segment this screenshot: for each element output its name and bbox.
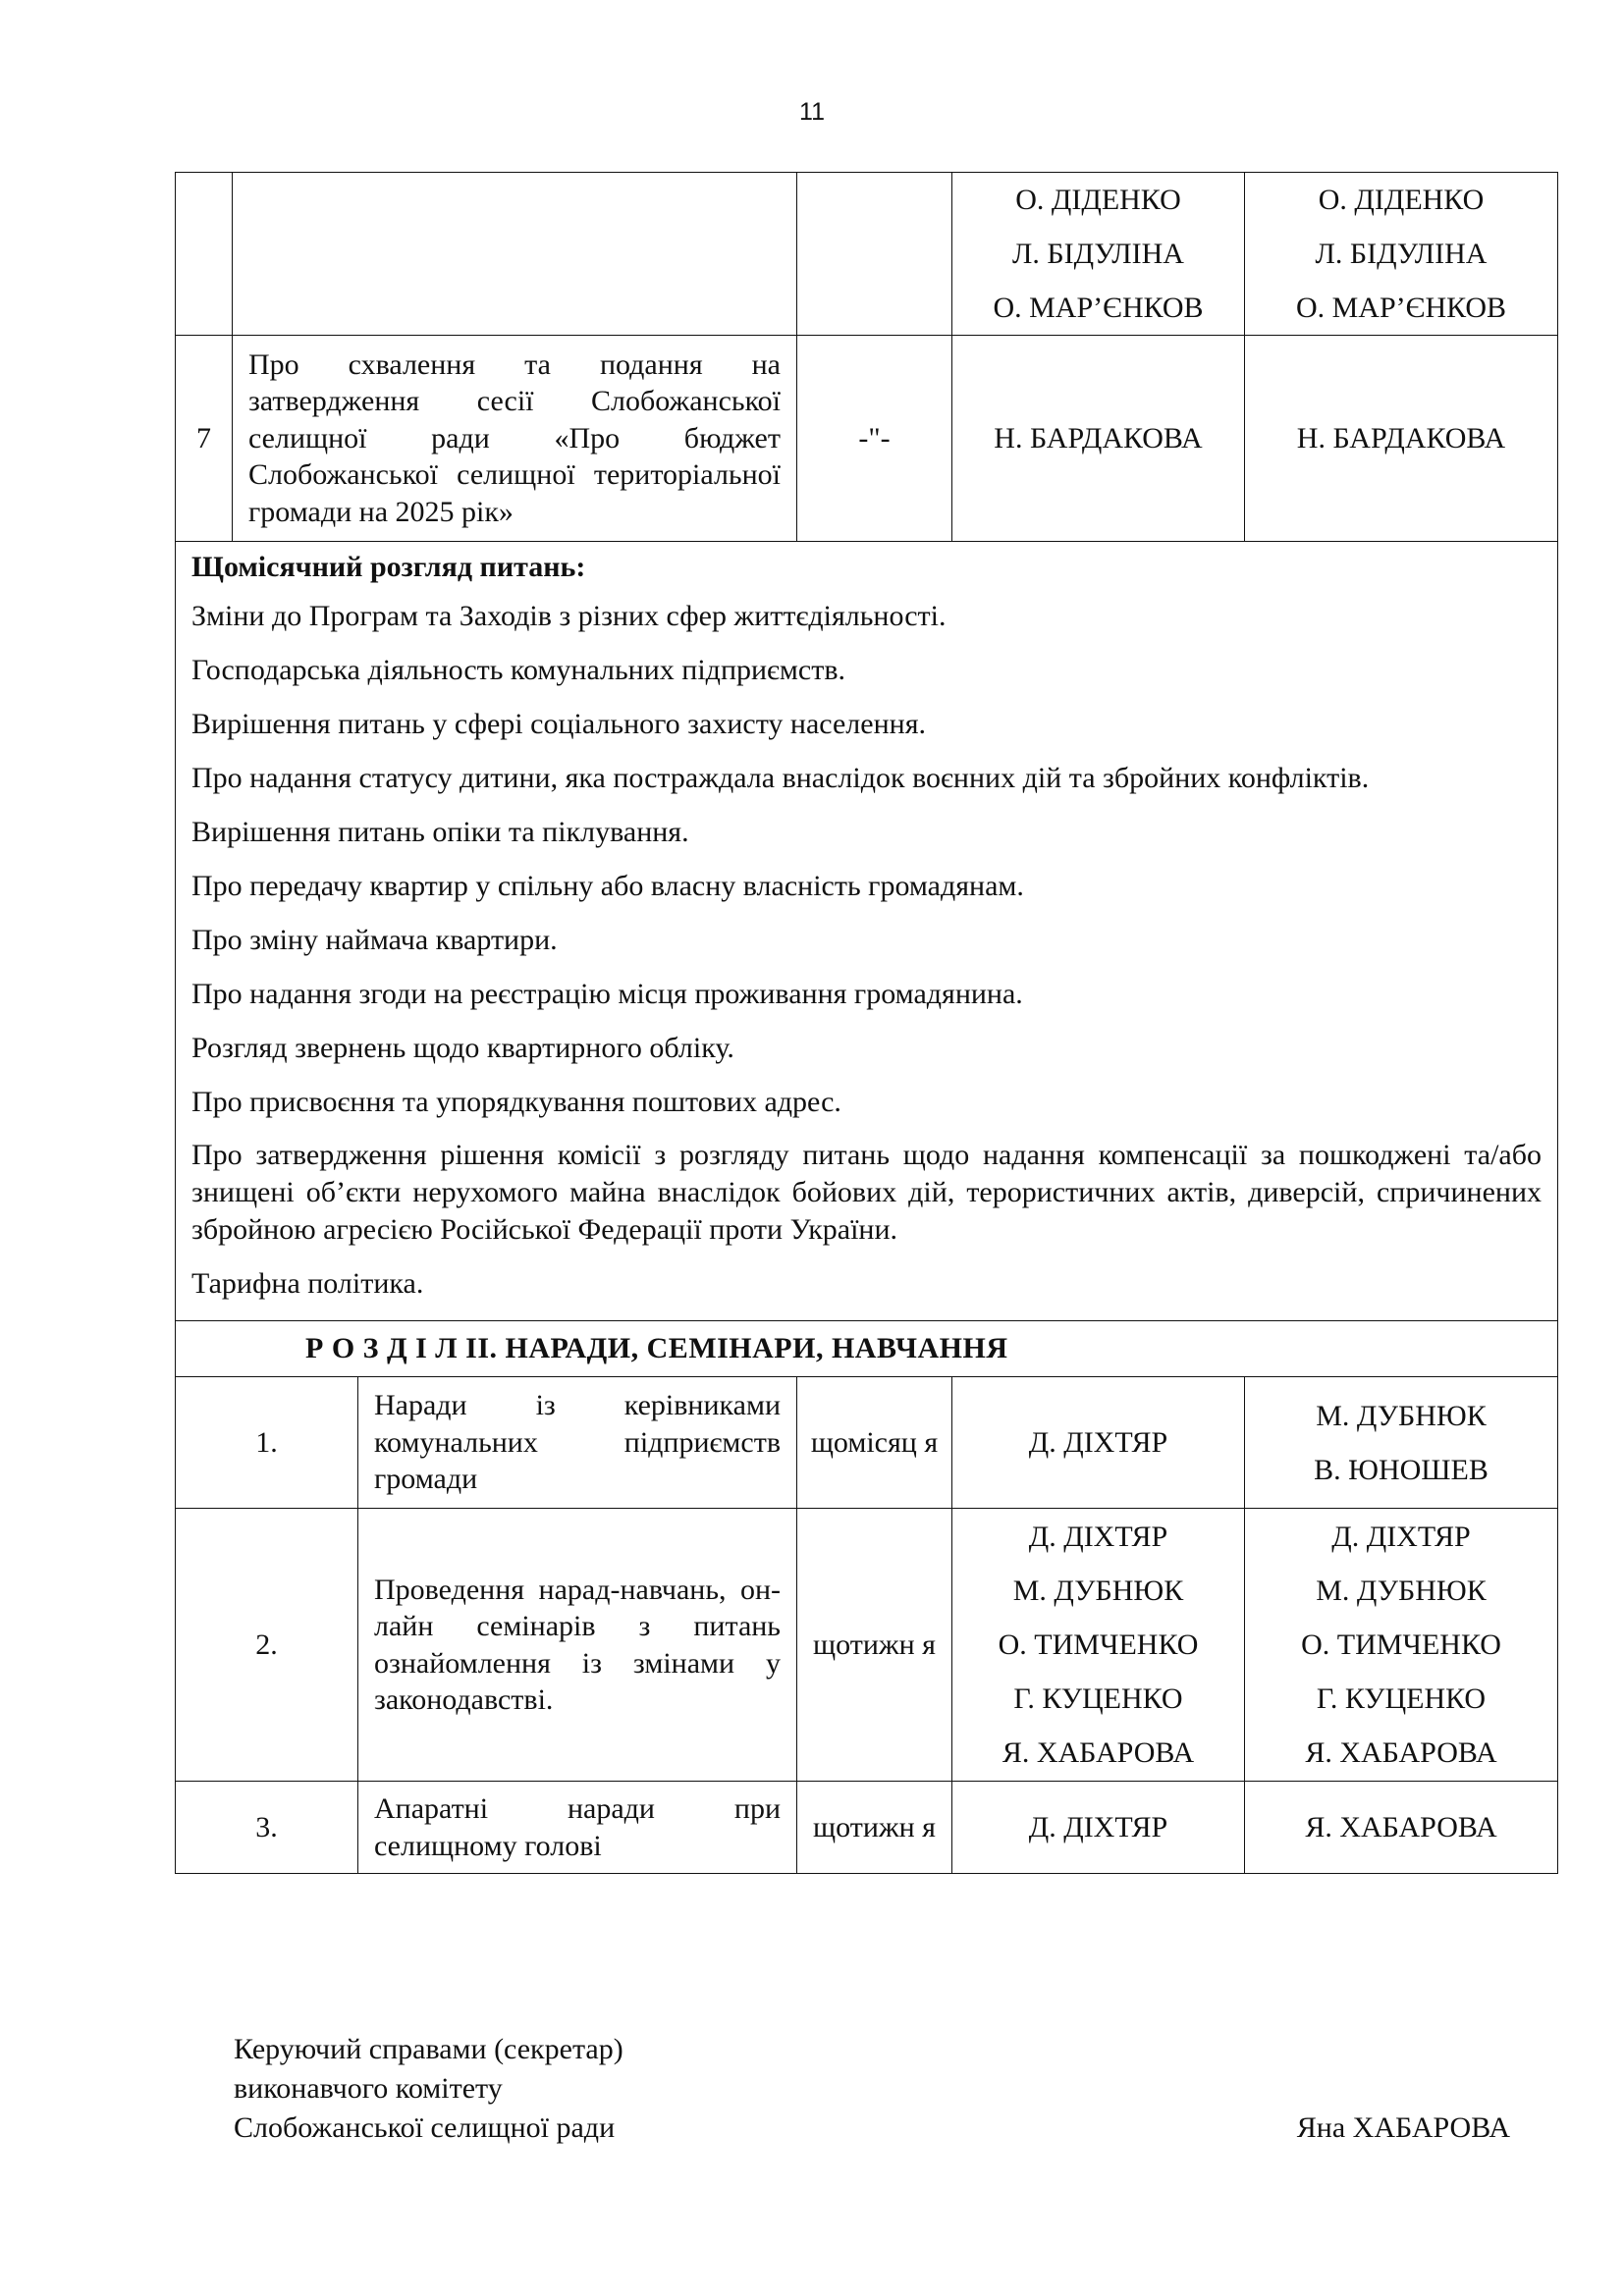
person-name: Я. ХАБАРОВА (1305, 1736, 1497, 1769)
signature-position-line: Слобожанської селищної ради (234, 2111, 616, 2144)
row-executor: Н. БАРДАКОВА (1245, 336, 1558, 542)
row-responsible (952, 1377, 1245, 1509)
monthly-item: Про зміну наймача квартири. (191, 924, 558, 956)
row-executor (1245, 1782, 1558, 1874)
signature-position-line: виконавчого комітету (234, 2072, 503, 2105)
responsible-cell (952, 173, 1245, 336)
row-period: -"- (797, 336, 952, 542)
monthly-review-row (176, 542, 1558, 1321)
plan-table (175, 172, 1558, 1874)
row-title: Проведення нарад-навчань, он-лайн семінарів з питань ознайомлення із змінами у законодавстві. (358, 1509, 797, 1782)
table-row (176, 1377, 1558, 1509)
monthly-item: Про присвоєння та упорядкування поштових адрес. (191, 1086, 841, 1118)
person-name: О. ТИМЧЕНКО (998, 1629, 1199, 1661)
person-name: О. ДІДЕНКО (1318, 184, 1485, 216)
person-name: М. ДУБНЮК (1316, 1399, 1487, 1432)
row-number: 2. (176, 1509, 358, 1782)
row-period: щотижн я (797, 1782, 952, 1874)
row-responsible (952, 1509, 1245, 1782)
person-name: Я. ХАБАРОВА (1305, 1811, 1497, 1843)
person-name: Д. ДІХТЯР (1331, 1521, 1471, 1553)
monthly-item: Про затвердження рішення комісії з розгляду питань щодо надання компенсації за пошкоджені та/або знищені об’єкти нерухомого майна внаслідок бойових дій, терористичних актів, диверсій, спричинених збройною агресією Російської Федерації проти України. (191, 1139, 1542, 1246)
person-name: Л. БІДУЛІНА (1315, 238, 1488, 270)
table-row-7 (176, 336, 1558, 542)
section-title: Р О З Д І Л ІІ. НАРАДИ, СЕМІНАРИ, НАВЧАННЯ (176, 1321, 1558, 1377)
person-name: М. ДУБНЮК (1012, 1575, 1184, 1607)
row-responsible: Н. БАРДАКОВА (952, 336, 1245, 542)
person-name: М. ДУБНЮК (1316, 1575, 1487, 1607)
person-name: В. ЮНОШЕВ (1314, 1453, 1489, 1486)
monthly-item: Вирішення питань опіки та піклування. (191, 816, 689, 848)
row-title: Про схвалення та подання на затвердження сесії Слобожанської селищної ради «Про бюджет Слобожанської селищної територіальної громади на 2025 рік» (233, 336, 797, 542)
row-executor (1245, 1509, 1558, 1782)
monthly-item: Зміни до Програм та Заходів з різних сфер життєдіяльності. (191, 600, 947, 632)
person-name: О. МАР’ЄНКОВ (1295, 292, 1507, 324)
row-number: 3. (176, 1782, 358, 1874)
person-name: Д. ДІХТЯР (1028, 1521, 1168, 1553)
table-row (176, 1782, 1558, 1874)
row-responsible (952, 1782, 1245, 1874)
num-cell (176, 173, 233, 336)
period-cell (797, 173, 952, 336)
monthly-review-block (176, 542, 1558, 1321)
person-name: О. МАР’ЄНКОВ (993, 292, 1204, 324)
executor-cell (1245, 173, 1558, 336)
monthly-heading: Щомісячний розгляд питань: (191, 551, 586, 583)
title-cell (233, 173, 797, 336)
table-row (176, 1509, 1558, 1782)
monthly-item: Господарська діяльность комунальних підприємств. (191, 654, 846, 686)
row-title: Апаратні наради при селищному голові (358, 1782, 797, 1874)
person-name: О. ТИМЧЕНКО (1301, 1629, 1501, 1661)
signatory-name: Яна ХАБАРОВА (1296, 2111, 1510, 2144)
row-executor (1245, 1377, 1558, 1509)
person-name: Я. ХАБАРОВА (1001, 1736, 1195, 1769)
page-number: 11 (799, 98, 825, 126)
monthly-item: Розгляд звернень щодо квартирного обліку. (191, 1032, 734, 1064)
person-name: Г. КУЦЕНКО (1316, 1682, 1487, 1715)
monthly-item: Про надання статусу дитини, яка постраждала внаслідок воєнних дій та збройних конфліктів. (191, 762, 1370, 794)
monthly-item: Про надання згоди на реєстрацію місця проживання громадянина. (191, 978, 1023, 1010)
signature-position-line: Керуючий справами (секретар) (234, 2033, 623, 2065)
section-header-row (176, 1321, 1558, 1377)
continuation-row (176, 173, 1558, 336)
monthly-item: Про передачу квартир у спільну або власну власність громадянам. (191, 870, 1024, 902)
row-title: Наради із керівниками комунальних підприємств громади (358, 1377, 797, 1509)
person-name: Л. БІДУЛІНА (1012, 238, 1184, 270)
row-number: 7 (176, 336, 233, 542)
monthly-item: Тарифна політика. (191, 1267, 424, 1300)
signature-block (234, 2030, 1510, 2148)
row-number: 1. (176, 1377, 358, 1509)
person-name: Г. КУЦЕНКО (1013, 1682, 1183, 1715)
person-name: Д. ДІХТЯР (1028, 1426, 1168, 1459)
row-period: щомісяц я (797, 1377, 952, 1509)
person-name: О. ДІДЕНКО (1015, 184, 1181, 216)
person-name: Д. ДІХТЯР (1028, 1811, 1168, 1843)
row-period: щотижн я (797, 1509, 952, 1782)
monthly-item: Вирішення питань у сфері соціального захисту населення. (191, 708, 926, 740)
